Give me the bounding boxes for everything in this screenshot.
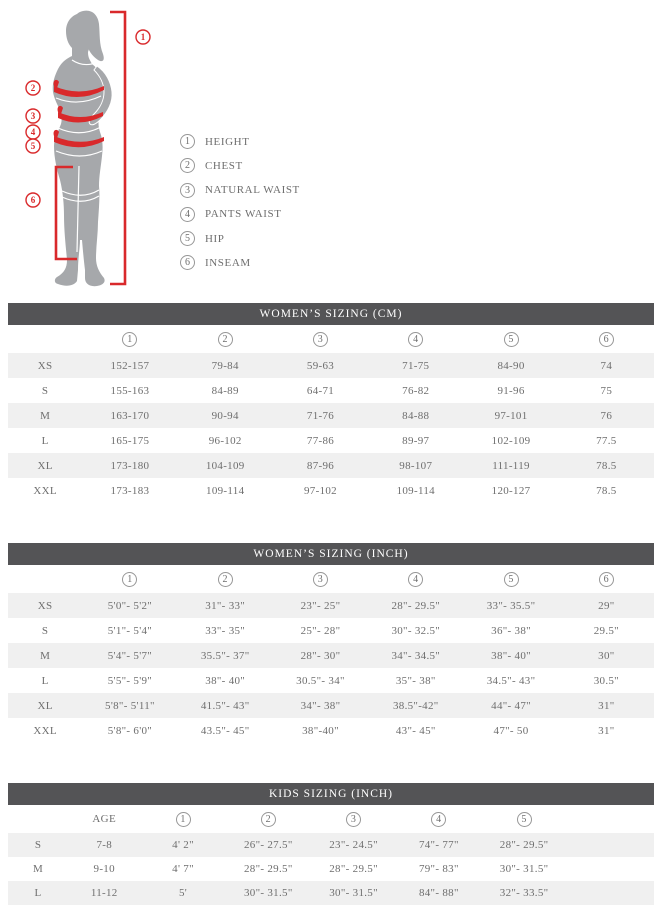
- row-label: XXL: [33, 484, 57, 497]
- cell: 75: [600, 384, 613, 397]
- circled-number-4: 4: [180, 207, 195, 222]
- column-header-4: [368, 565, 463, 593]
- cell: 23"- 25": [300, 599, 341, 612]
- cell: 84-89: [211, 384, 239, 397]
- cell: 29.5": [593, 624, 619, 637]
- callout-5-hip: [26, 139, 40, 153]
- measurement-legend: [180, 134, 300, 280]
- cell: 32"- 33.5": [499, 887, 549, 899]
- column-header-1: [82, 325, 177, 353]
- row-label: L: [41, 434, 49, 447]
- cell: 7-8: [96, 839, 113, 851]
- table-row-s: [8, 618, 654, 643]
- cell: 111-119: [492, 459, 530, 472]
- cell: 59-63: [306, 359, 335, 372]
- row-label: XXL: [33, 724, 57, 737]
- circled-number-2: 2: [218, 332, 233, 347]
- row-label: S: [34, 839, 42, 851]
- cell: 47"- 50: [493, 724, 529, 737]
- cell: 31": [598, 699, 615, 712]
- cell: 5'0"- 5'2": [107, 599, 153, 612]
- cell: 28"- 29.5": [391, 599, 441, 612]
- circled-number-5: 5: [517, 812, 532, 827]
- legend-item-inseam: [180, 255, 300, 270]
- svg-text:6: 6: [30, 195, 36, 205]
- row-label: XL: [37, 459, 53, 472]
- cell: 4' 2": [172, 839, 194, 851]
- cell: 71-76: [306, 409, 335, 422]
- cell: 77-86: [306, 434, 335, 447]
- circled-number-3: 3: [313, 572, 328, 587]
- cell: 152-157: [110, 359, 150, 372]
- cell: 89-97: [402, 434, 430, 447]
- cell: 34.5"- 43": [486, 674, 536, 687]
- cell: 30"- 31.5": [329, 887, 378, 899]
- column-header-empty: [8, 565, 82, 593]
- cell: 34"- 34.5": [391, 649, 441, 662]
- cell: 34"- 38": [300, 699, 341, 712]
- table-row-m: [8, 403, 654, 428]
- circled-number-6: 6: [599, 572, 614, 587]
- cell: 173-180: [110, 459, 150, 472]
- table-row-l: [8, 668, 654, 693]
- cell: 5'4"- 5'7": [107, 649, 153, 662]
- cell: 84"- 88": [418, 887, 459, 899]
- cell: 71-75: [402, 359, 430, 372]
- cell: 43.5"- 45": [200, 724, 250, 737]
- table-row-xxl: [8, 478, 654, 503]
- circled-number-5: 5: [504, 572, 519, 587]
- cell: 173-183: [110, 484, 150, 497]
- legend-label: HIP: [205, 232, 225, 245]
- cell: 28"- 30": [300, 649, 341, 662]
- cell: 74"- 77": [418, 839, 459, 851]
- table-title-womens-inch: WOMEN’S SIZING (INCH): [8, 543, 654, 565]
- cell: 30"- 32.5": [391, 624, 441, 637]
- cell: 26"- 27.5": [243, 839, 293, 851]
- legend-label: HEIGHT: [205, 135, 250, 148]
- circled-number-2: 2: [180, 158, 195, 173]
- cell: 31": [598, 724, 615, 737]
- column-header-6: [559, 325, 654, 353]
- table-row-xl: [8, 693, 654, 718]
- cell: 9-10: [93, 863, 115, 875]
- legend-label: CHEST: [205, 159, 243, 172]
- cell: 109-114: [206, 484, 245, 497]
- cell: 5': [178, 887, 188, 899]
- table-title-womens-cm: WOMEN’S SIZING (CM): [8, 303, 654, 325]
- measurement-diagram-section: [0, 0, 662, 296]
- cell: 38"- 40": [205, 674, 246, 687]
- cell: 33"- 35.5": [486, 599, 536, 612]
- table-title-kids-inch: KIDS SIZING (INCH): [8, 783, 654, 805]
- cell: 23"- 24.5": [329, 839, 378, 851]
- column-header-3: [273, 325, 368, 353]
- legend-item-chest: [180, 158, 300, 173]
- column-header-6: [559, 565, 654, 593]
- column-header-1: [140, 805, 225, 833]
- row-label: M: [40, 409, 51, 422]
- circled-number-2: 2: [261, 812, 276, 827]
- womens-sizing-cm-table: [8, 325, 654, 503]
- cell: 102-109: [491, 434, 531, 447]
- row-label: S: [41, 624, 49, 637]
- table-row-s: [8, 833, 654, 857]
- body-measurement-illustration: [0, 0, 170, 296]
- row-label: L: [34, 887, 42, 899]
- cell: 35.5"- 37": [200, 649, 250, 662]
- circled-number-3: 3: [180, 183, 195, 198]
- cell: 28"- 29.5": [243, 863, 293, 875]
- row-label: M: [32, 863, 44, 875]
- cell: 30.5": [593, 674, 619, 687]
- table-row-s: [8, 378, 654, 403]
- cell: 98-107: [399, 459, 433, 472]
- cell: 104-109: [205, 459, 245, 472]
- circled-number-5: 5: [180, 231, 195, 246]
- cell: 97-102: [304, 484, 337, 497]
- cell: 5'8"- 6'0": [107, 724, 153, 737]
- cell: [567, 881, 654, 905]
- svg-text:4: 4: [30, 127, 36, 137]
- column-header-5: [463, 565, 558, 593]
- kids-sizing-inch-section: [8, 783, 654, 905]
- female-silhouette: [53, 11, 112, 287]
- cell: [567, 857, 654, 881]
- cell: 78.5: [596, 484, 617, 497]
- table-row-xl: [8, 453, 654, 478]
- legend-label: PANTS WAIST: [205, 208, 282, 221]
- column-header-empty: [567, 805, 654, 833]
- cell: 38"- 40": [491, 649, 531, 662]
- row-label: XS: [37, 359, 53, 372]
- column-header-4: [396, 805, 481, 833]
- column-header-2: [178, 325, 273, 353]
- circled-number-4: 4: [431, 812, 446, 827]
- legend-item-natural-waist: [180, 183, 300, 198]
- womens-sizing-inch-section: [8, 543, 654, 743]
- cell: 25"- 28": [300, 624, 341, 637]
- cell: 5'5"- 5'9": [107, 674, 153, 687]
- cell: 76: [600, 409, 613, 422]
- cell: 28"- 29.5": [329, 863, 378, 875]
- column-header-empty: [8, 805, 68, 833]
- table-header-row: [8, 805, 654, 833]
- circled-number-3: 3: [313, 332, 328, 347]
- cell: 36"- 38": [491, 624, 531, 637]
- table-row-xs: [8, 593, 654, 618]
- cell: 91-96: [497, 384, 525, 397]
- circled-number-2: 2: [218, 572, 233, 587]
- cell: 163-170: [110, 409, 150, 422]
- row-label: S: [41, 384, 49, 397]
- circled-number-3: 3: [346, 812, 361, 827]
- circled-number-6: 6: [599, 332, 614, 347]
- svg-text:3: 3: [30, 111, 36, 121]
- legend-item-pants-waist: [180, 207, 300, 222]
- cell: 35"- 38": [395, 674, 436, 687]
- svg-text:1: 1: [140, 32, 146, 42]
- row-label: L: [41, 674, 49, 687]
- cell: 79-84: [211, 359, 239, 372]
- cell: 84-88: [402, 409, 430, 422]
- table-row-l: [8, 881, 654, 905]
- womens-sizing-cm-section: [8, 303, 654, 503]
- cell: 11-12: [90, 887, 118, 899]
- cell: 5'8"- 5'11": [105, 699, 155, 712]
- cell: 33"- 35": [205, 624, 246, 637]
- cell: 5'1"- 5'4": [107, 624, 153, 637]
- cell: 30"- 31.5": [499, 863, 549, 875]
- column-header-1: [82, 565, 177, 593]
- column-header-5: [481, 805, 566, 833]
- cell: 120-127: [491, 484, 531, 497]
- table-row-m: [8, 643, 654, 668]
- circled-number-5: 5: [504, 332, 519, 347]
- cell: 74: [600, 359, 613, 372]
- column-header-age: AGE: [92, 813, 117, 825]
- table-row-xxl: [8, 718, 654, 743]
- cell: 30"- 31.5": [243, 887, 293, 899]
- cell: 31"- 33": [205, 599, 246, 612]
- svg-text:2: 2: [30, 83, 36, 93]
- circled-number-6: 6: [180, 255, 195, 270]
- table-row-m: [8, 857, 654, 881]
- cell: 90-94: [211, 409, 239, 422]
- legend-item-hip: [180, 231, 300, 246]
- cell: 4' 7": [172, 863, 194, 875]
- callout-2-chest: [26, 81, 40, 95]
- row-label: XL: [37, 699, 53, 712]
- row-label: M: [40, 649, 51, 662]
- callout-4-pants-waist: [26, 125, 40, 139]
- cell: 76-82: [402, 384, 430, 397]
- table-row-xs: [8, 353, 654, 378]
- cell: 84-90: [497, 359, 525, 372]
- cell: 155-163: [110, 384, 150, 397]
- column-header-2: [226, 805, 311, 833]
- circled-number-4: 4: [408, 332, 423, 347]
- kids-sizing-inch-table: [8, 805, 654, 905]
- table-header-row: [8, 565, 654, 593]
- circled-number-1: 1: [122, 572, 137, 587]
- column-header-5: [463, 325, 558, 353]
- height-bracket: [110, 12, 125, 284]
- legend-item-height: [180, 134, 300, 149]
- cell: 30.5"- 34": [296, 674, 345, 687]
- cell: 77.5: [596, 434, 617, 447]
- column-header-4: [368, 325, 463, 353]
- cell: 165-175: [110, 434, 150, 447]
- cell: 30": [598, 649, 615, 662]
- womens-sizing-inch-table: [8, 565, 654, 743]
- table-row-l: [8, 428, 654, 453]
- column-header-3: [311, 805, 396, 833]
- cell: 109-114: [396, 484, 435, 497]
- cell: 29": [598, 599, 615, 612]
- cell: 28"- 29.5": [499, 839, 549, 851]
- circled-number-4: 4: [408, 572, 423, 587]
- cell: 64-71: [306, 384, 335, 397]
- cell: 43"- 45": [395, 724, 436, 737]
- legend-label: INSEAM: [205, 256, 251, 269]
- cell: 78.5: [596, 459, 617, 472]
- column-header-2: [178, 565, 273, 593]
- circled-number-1: 1: [180, 134, 195, 149]
- cell: 38"-40": [302, 724, 339, 737]
- table-header-row: [8, 325, 654, 353]
- cell: 87-96: [306, 459, 335, 472]
- circled-number-1: 1: [122, 332, 137, 347]
- cell: [567, 833, 654, 857]
- cell: 44"- 47": [491, 699, 531, 712]
- cell: 96-102: [208, 434, 242, 447]
- legend-label: NATURAL WAIST: [205, 184, 300, 197]
- circled-number-1: 1: [176, 812, 191, 827]
- callout-3-natural-waist: [26, 109, 40, 123]
- callout-1-height: [136, 30, 150, 44]
- cell: 38.5"-42": [392, 699, 439, 712]
- row-label: XS: [37, 599, 53, 612]
- cell: 97-101: [494, 409, 528, 422]
- svg-text:5: 5: [30, 141, 36, 151]
- cell: 79"- 83": [418, 863, 459, 875]
- cell: 41.5"- 43": [200, 699, 250, 712]
- column-header-3: [273, 565, 368, 593]
- callout-6-inseam: [26, 193, 40, 207]
- column-header-empty: [8, 325, 82, 353]
